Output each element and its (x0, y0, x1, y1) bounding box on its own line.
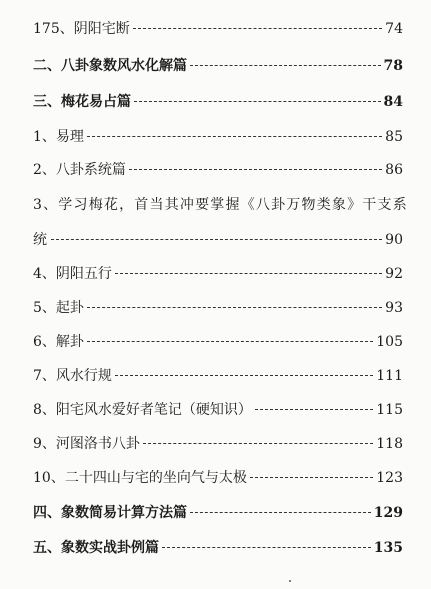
toc-page-number: 105 (376, 334, 403, 350)
toc-section-five (33, 537, 403, 559)
toc-page-number: 90 (385, 232, 403, 248)
toc-section-four (33, 502, 403, 524)
toc-entry-meihua-first-line (33, 194, 408, 216)
toc-entry-hetu-luoshu (33, 433, 403, 455)
toc-entry-label: 10、二十四山与宅的坐向气与太极 (33, 470, 247, 486)
dot-leader (134, 101, 381, 102)
toc-entry-label: 1、易理 (33, 129, 84, 145)
dot-leader (250, 477, 373, 478)
toc-page-number: 135 (373, 540, 403, 556)
dot-leader (115, 273, 382, 274)
toc-entry-label: 175、阴阳宅断 (33, 21, 130, 37)
toc-entry-fengshui-rules (33, 365, 403, 387)
dot-leader (115, 375, 373, 376)
toc-section-two (33, 55, 403, 77)
dot-leader (255, 409, 373, 410)
toc-page-number: 86 (385, 162, 403, 178)
toc-entry-jiegua (33, 331, 403, 353)
dot-leader (129, 169, 382, 170)
toc-entry-meihua-continued (33, 229, 403, 251)
toc-entry-label: 五、象数实战卦例篇 (33, 540, 159, 556)
toc-page-number: 129 (373, 505, 403, 521)
toc-entry-label: 2、八卦系统篇 (33, 162, 126, 178)
toc-entry-label: 8、阳宅风水爱好者笔记（硬知识） (33, 402, 252, 418)
dot-leader (190, 512, 371, 513)
toc-page-number: 111 (376, 368, 403, 384)
toc-page-number: 84 (383, 94, 403, 110)
toc-page-number: 115 (376, 402, 403, 418)
toc-entry-fengshui-notes (33, 399, 403, 421)
dot-leader (162, 547, 371, 548)
toc-entry-label: 6、解卦 (33, 334, 84, 350)
toc-page-number: 74 (385, 21, 403, 37)
dot-leader (51, 239, 382, 240)
toc-entry-label: 统 (33, 232, 47, 248)
dot-leader (143, 443, 373, 444)
toc-entry-label: 三、梅花易占篇 (33, 94, 131, 110)
toc-entry-bagua-system (33, 159, 403, 181)
toc-entry-twenty-four-mountains (33, 467, 403, 489)
toc-entry-label: 9、河图洛书八卦 (33, 436, 140, 452)
toc-entry-label: 3、学习梅花，首当其冲要掌握《八卦万物类象》干支系 (33, 197, 408, 213)
toc-entry-yili (33, 126, 403, 148)
toc-entry-yinyang-wuxing (33, 263, 403, 285)
toc-entry-label: 4、阴阳五行 (33, 266, 112, 282)
toc-page-number: 78 (383, 58, 403, 74)
scan-speck (289, 580, 291, 582)
dot-leader (87, 307, 382, 308)
toc-section-three (33, 91, 403, 113)
dot-leader (190, 65, 381, 66)
dot-leader (133, 28, 382, 29)
toc-entry-qigua (33, 297, 403, 319)
toc-page-number: 92 (385, 266, 403, 282)
toc-page-number: 85 (385, 129, 403, 145)
toc-entry-label: 四、象数简易计算方法篇 (33, 505, 187, 521)
toc-entry-label: 5、起卦 (33, 300, 84, 316)
toc-entry-label: 二、八卦象数风水化解篇 (33, 58, 187, 74)
dot-leader (87, 341, 373, 342)
toc-page-number: 118 (376, 436, 403, 452)
dot-leader (87, 136, 382, 137)
toc-entry-yinyang-zhaiduan (33, 18, 403, 40)
toc-page-number: 123 (376, 470, 403, 486)
toc-entry-label: 7、风水行规 (33, 368, 112, 384)
toc-page-number: 93 (385, 300, 403, 316)
